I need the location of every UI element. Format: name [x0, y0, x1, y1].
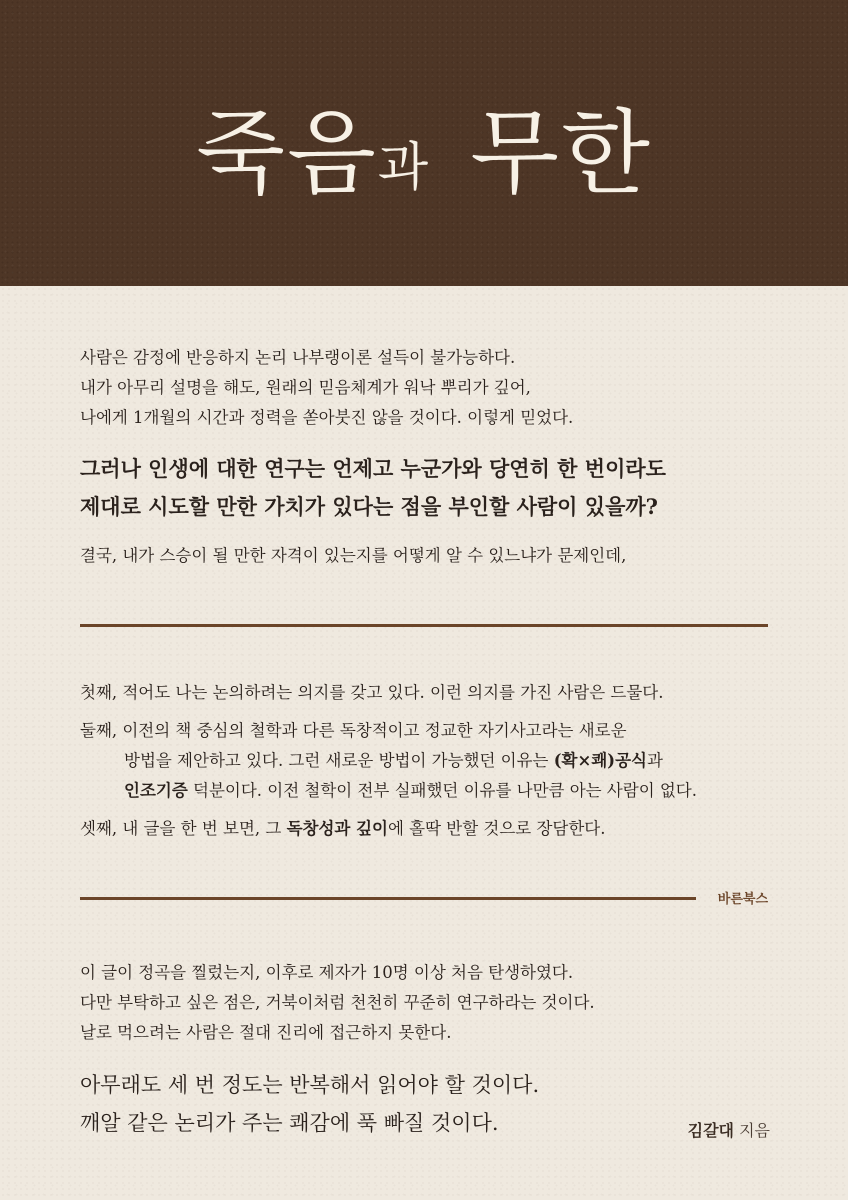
divider-bottom — [80, 897, 696, 900]
point-second-line3 — [80, 776, 780, 806]
text-segment: 에 홀딱 반할 것으로 장담한다. — [388, 819, 606, 838]
book-title — [0, 80, 848, 212]
author-name: 김갈대 — [687, 1121, 734, 1140]
title-part-and: 과 — [377, 138, 431, 198]
after-lead-text: 결국, 내가 스승이 될 만한 자격이 있는지를 어떻게 알 수 있느냐가 문제인데, — [80, 546, 627, 565]
outro-line: 다만 부탁하고 싶은 점은, 거북이처럼 천천히 꾸준히 연구하라는 것이다. — [80, 993, 595, 1012]
outro-line: 날로 먹으려는 사람은 절대 진리에 접근하지 못한다. — [80, 1023, 452, 1042]
intro-line: 사람은 감정에 반응하지 논리 나부랭이론 설득이 불가능하다. — [80, 348, 516, 367]
text-segment: 덕분이다. 이전 철학이 전부 실패했던 이유를 나만큼 아는 사람이 없다. — [187, 781, 697, 800]
intro-paragraph — [80, 343, 780, 433]
author-suffix: 지음 — [734, 1121, 770, 1140]
lead-line: 제대로 시도할 만한 가치가 있다는 점을 부인할 사람이 있을까? — [80, 494, 658, 519]
outro-paragraph — [80, 958, 780, 1048]
text-segment: 방법을 제안하고 있다. 그런 새로운 방법이 가능했던 이유는 — [124, 751, 554, 770]
title-part-death: 죽음 — [196, 100, 378, 207]
divider-top — [80, 624, 768, 627]
lead-statement — [80, 450, 780, 526]
publisher-logo: 바른북스 — [717, 892, 768, 907]
lead-line: 그러나 인생에 대한 연구는 언제고 누군가와 당연히 한 번이라도 — [80, 456, 666, 481]
author-credit — [688, 1118, 770, 1141]
text-segment: 과 — [646, 751, 663, 770]
point-third — [80, 814, 780, 844]
point-first: 첫째, 적어도 나는 논의하려는 의지를 갖고 있다. 이런 의지를 가진 사람은 드물다. — [80, 683, 664, 702]
title-banner — [0, 0, 848, 286]
point-second-line1: 둘째, 이전의 책 중심의 철학과 다른 독창적이고 정교한 자기사고라는 새로운 — [80, 721, 627, 740]
outro-line: 이 글이 정곡을 찔렀는지, 이후로 제자가 10명 이상 처음 탄생하였다. — [80, 963, 574, 982]
term-emphasis: 인조기증 — [124, 781, 188, 800]
originality-emphasis: 독창성과 깊이 — [286, 819, 388, 838]
closing-statement — [80, 1066, 780, 1142]
title-part-infinity: 무한 — [470, 100, 652, 207]
point-second-line2 — [80, 746, 780, 776]
question-line — [80, 541, 780, 571]
intro-line: 내가 아무리 설명을 해도, 원래의 믿음체계가 워낙 뿌리가 깊어, — [80, 378, 531, 397]
points-list — [80, 678, 780, 852]
closing-line: 깨알 같은 논리가 주는 쾌감에 푹 빠질 것이다. — [80, 1111, 499, 1135]
point-second — [80, 716, 780, 806]
closing-line: 아무래도 세 번 정도는 반복해서 읽어야 할 것이다. — [80, 1073, 540, 1097]
formula-emphasis: (확×쾌)공식 — [553, 751, 647, 770]
intro-line: 나에게 1개월의 시간과 정력을 쏟아붓진 않을 것이다. 이렇게 믿었다. — [80, 408, 574, 427]
text-segment: 셋째, 내 글을 한 번 보면, 그 — [80, 819, 287, 838]
